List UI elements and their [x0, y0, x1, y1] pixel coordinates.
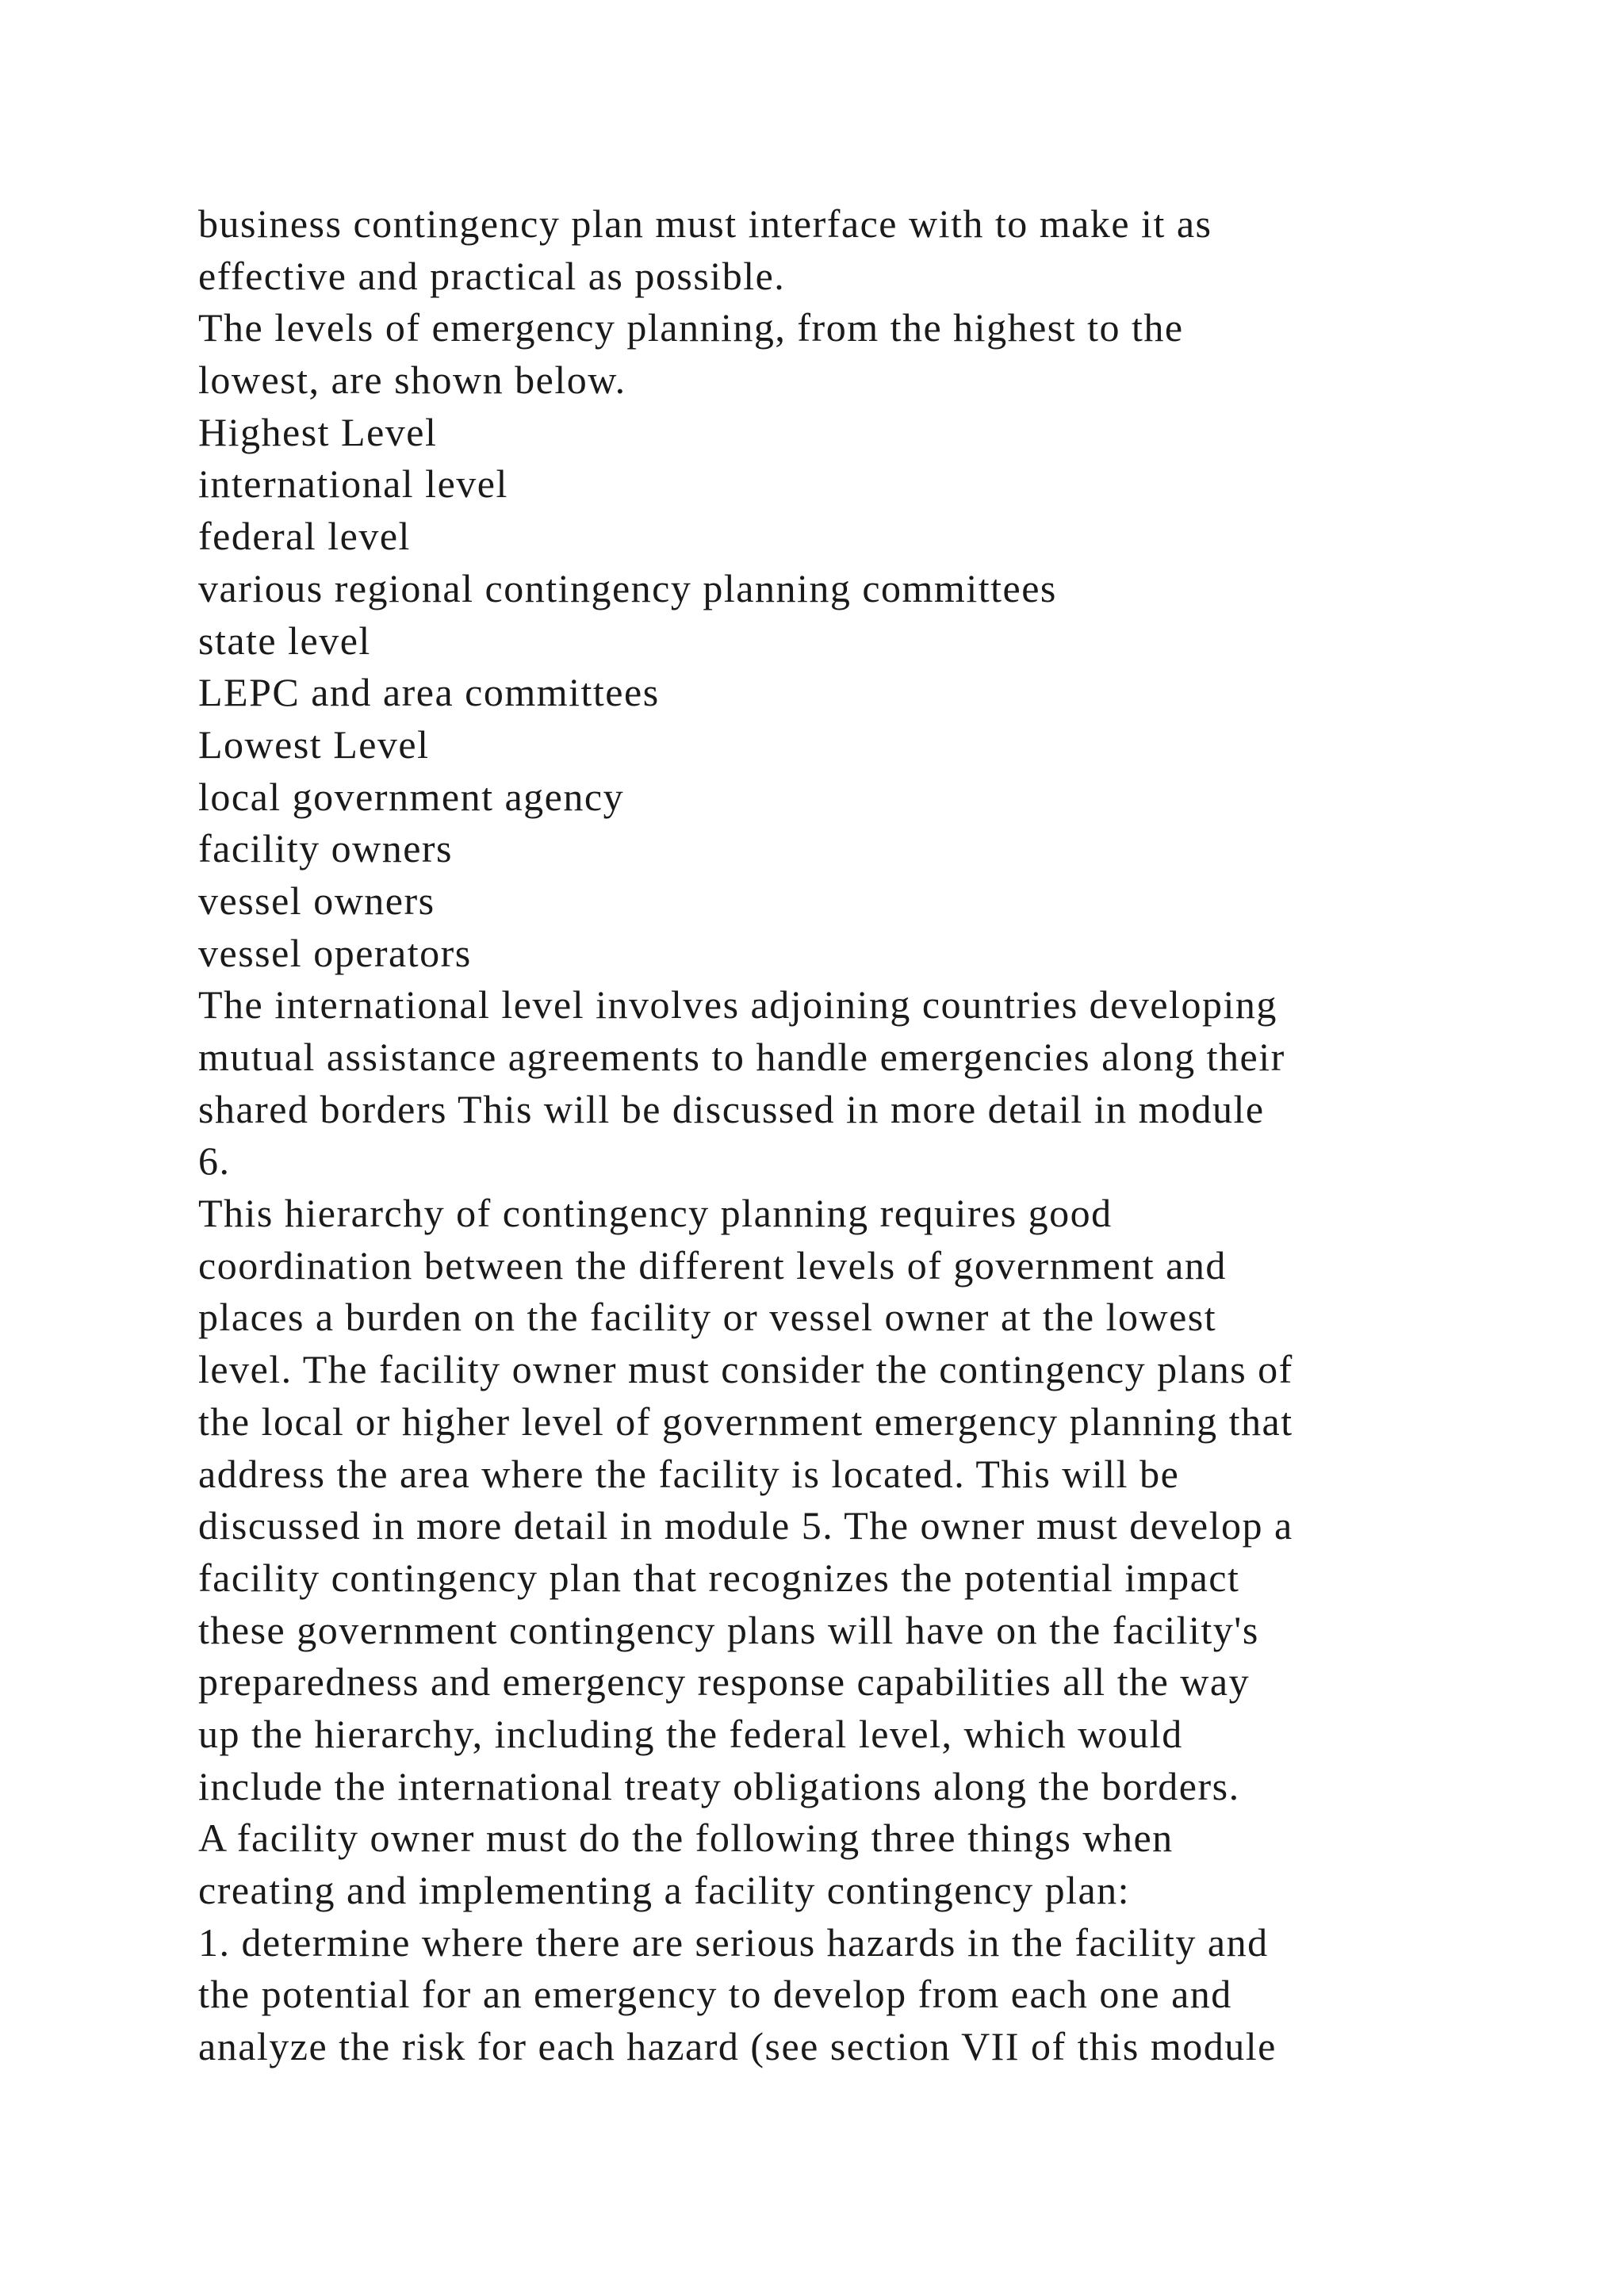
list-item: local government agency [198, 774, 625, 819]
text-line: level. The facility owner must consider the contingency plans of [198, 1347, 1293, 1392]
text-line: the potential for an emergency to develop from each one and [198, 1972, 1232, 2017]
text-line: include the international treaty obligations along the borders. [198, 1763, 1240, 1808]
text-line: business contingency plan must interface with to make it as [198, 201, 1212, 246]
text-line: The levels of emergency planning, from the highest to the [198, 305, 1184, 350]
document-body [198, 198, 1467, 2073]
text-line: the local or higher level of government emergency planning that [198, 1399, 1293, 1444]
text-line: address the area where the facility is located. This will be [198, 1451, 1180, 1496]
text-line: facility contingency plan that recognizes the potential impact [198, 1555, 1240, 1600]
list-item: vessel operators [198, 930, 472, 975]
text-line: discussed in more detail in module 5. The owner must develop a [198, 1503, 1293, 1548]
list-item: various regional contingency planning committees [198, 565, 1057, 610]
text-line: places a burden on the facility or vessel owner at the lowest [198, 1295, 1217, 1340]
text-line: shared borders This will be discussed in more detail in module [198, 1086, 1265, 1131]
list-item: state level [198, 618, 371, 663]
text-line: effective and practical as possible. [198, 253, 786, 298]
text-line: mutual assistance agreements to handle emergencies along their [198, 1035, 1285, 1079]
numbered-item: 1. determine where there are serious hazards in the facility and [198, 1919, 1269, 1965]
text-line: This hierarchy of contingency planning requires good [198, 1191, 1113, 1236]
text-line: these government contingency plans will have on the facility's [198, 1607, 1259, 1652]
text-line: up the hierarchy, including the federal level, which would [198, 1711, 1183, 1756]
list-item: LEPC and area committees [198, 670, 660, 715]
text-line: lowest, are shown below. [198, 358, 626, 403]
text-line: creating and implementing a facility contingency plan: [198, 1868, 1131, 1912]
list-item: international level [198, 461, 508, 507]
text-line: analyze the risk for each hazard (see section VII of this module [198, 2024, 1277, 2069]
list-heading-highest: Highest Level [198, 409, 438, 454]
list-heading-lowest: Lowest Level [198, 721, 430, 767]
text-line: The international level involves adjoining countries developing [198, 982, 1277, 1027]
list-item: federal level [198, 514, 411, 559]
text-line: 6. [198, 1138, 231, 1184]
list-item: facility owners [198, 826, 454, 871]
text-line: coordination between the different levels of government and [198, 1242, 1227, 1288]
list-item: vessel owners [198, 878, 435, 923]
text-line: preparedness and emergency response capabilities all the way [198, 1659, 1251, 1705]
text-line: A facility owner must do the following three things when [198, 1816, 1174, 1861]
